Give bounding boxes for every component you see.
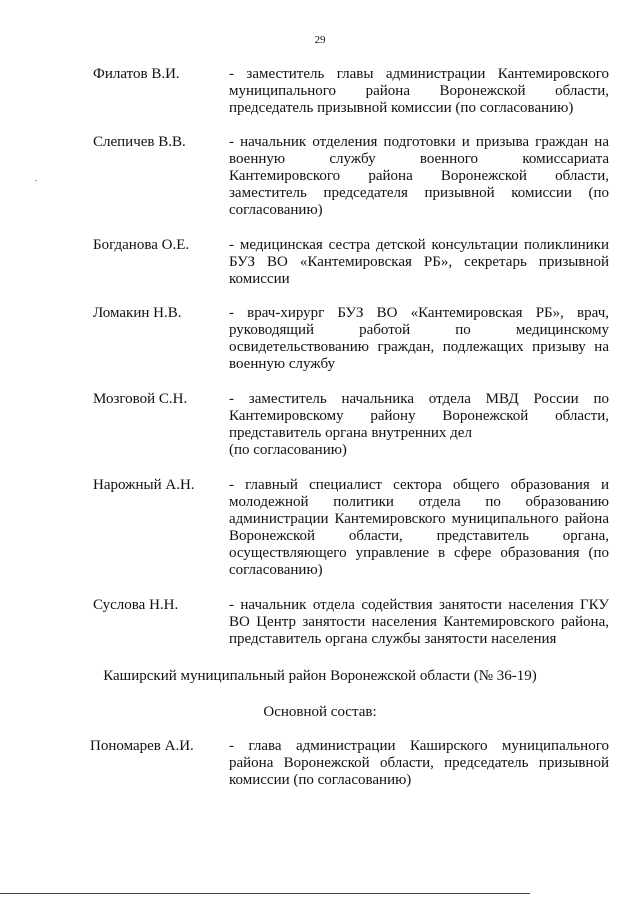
composition-heading: Основной состав:: [263, 704, 377, 720]
member-description: [229, 738, 609, 789]
member-description: [229, 477, 609, 579]
description-line: Кантемировского района Воронежской области,: [229, 168, 609, 184]
member-description: [229, 305, 609, 373]
description-line: военную службу: [229, 356, 336, 372]
member-description: [229, 134, 609, 219]
description-line: представитель органа внутренних дел: [229, 425, 472, 441]
member-description: [229, 237, 609, 288]
member-name: Суслова Н.Н.: [93, 597, 179, 613]
description-line: Воронежской области, представитель органа,: [229, 528, 609, 544]
member-description: [229, 66, 609, 117]
member-name: Нарожный А.Н.: [93, 477, 195, 493]
description-line: - главный специалист сектора общего образования и: [229, 477, 609, 493]
description-line: - начальник отделения подготовки и призыва граждан на: [229, 134, 609, 150]
member-name: Богданова О.Е.: [93, 237, 190, 253]
description-line: молодежной политики отдела по образованию: [229, 494, 609, 510]
member-description: [229, 391, 609, 459]
description-line: - врач-хирург БУЗ ВО «Кантемировская РБ», врач,: [229, 305, 609, 321]
member-name: Мозговой С.Н.: [93, 391, 188, 407]
member-name: Слепичев В.В.: [93, 134, 186, 150]
description-line: согласованию): [229, 202, 323, 218]
member-name: Ломакин Н.В.: [93, 305, 182, 321]
page-number: 29: [314, 34, 326, 46]
description-line: - медицинская сестра детской консультации поликлиники: [229, 237, 609, 253]
member-name: Пономарев А.И.: [90, 738, 194, 754]
description-line: (по согласованию): [229, 442, 347, 458]
description-line: представитель органа службы занятости населения: [229, 631, 557, 647]
description-line: - заместитель начальника отдела МВД России по: [229, 391, 609, 407]
bottom-rule: [0, 893, 530, 894]
district-heading: Каширский муниципальный район Воронежской области (№ 36-19): [103, 668, 537, 684]
description-line: ВО Центр занятости населения Кантемировского района,: [229, 614, 609, 630]
description-line: - глава администрации Каширского муниципального: [229, 738, 609, 754]
description-line: заместитель председателя призывной комиссии (по: [229, 185, 609, 201]
member-description: [229, 597, 609, 648]
description-line: муниципального района Воронежской области,: [229, 83, 609, 99]
description-line: БУЗ ВО «Кантемировская РБ», секретарь призывной: [229, 254, 609, 270]
description-line: руководящий работой по медицинскому: [229, 322, 609, 338]
description-line: Кантемировскому району Воронежской области,: [229, 408, 609, 424]
description-line: освидетельствованию граждан, подлежащих призыву на: [229, 339, 609, 355]
scan-mark: [35, 180, 37, 181]
description-line: - начальник отдела содействия занятости населения ГКУ: [229, 597, 609, 613]
description-line: председатель призывной комиссии (по согласованию): [229, 100, 574, 116]
description-line: администрации Кантемировского муниципального района: [229, 511, 609, 527]
description-line: согласованию): [229, 562, 323, 578]
description-line: комиссии: [229, 271, 290, 287]
description-line: осуществляющего управление в сфере образования (по: [229, 545, 609, 561]
description-line: комиссии (по согласованию): [229, 772, 412, 788]
description-line: - заместитель главы администрации Кантемировского: [229, 66, 609, 82]
description-line: военную службу военного комиссариата: [229, 151, 609, 167]
description-line: района Воронежской области, председатель призывной: [229, 755, 609, 771]
member-name: Филатов В.И.: [93, 66, 180, 82]
